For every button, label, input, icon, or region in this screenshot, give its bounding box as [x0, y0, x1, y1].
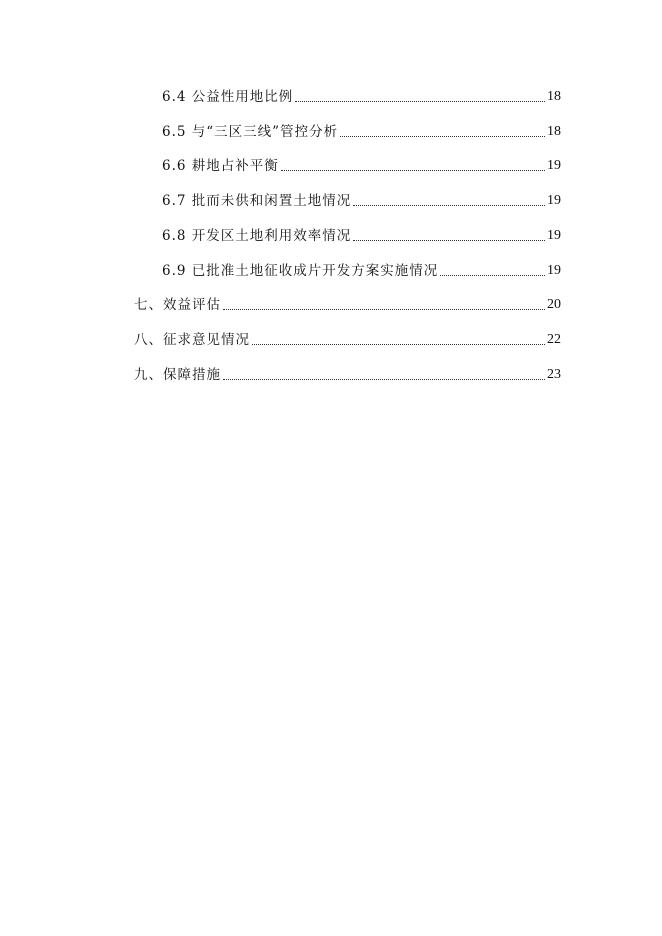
toc-entry-title: 九、保障措施 — [134, 367, 221, 383]
toc-entry-6-6[interactable] — [162, 156, 561, 176]
toc-dot-leader — [223, 309, 545, 310]
toc-page-number: 19 — [547, 263, 561, 278]
toc-entry-7[interactable] — [134, 295, 561, 315]
toc-entry-6-7[interactable] — [162, 191, 561, 211]
toc-dot-leader — [340, 136, 545, 137]
toc-entry-6-4[interactable] — [162, 87, 561, 107]
toc-dot-leader — [353, 240, 545, 241]
toc-entry-6-5[interactable] — [162, 122, 561, 142]
toc-entry-8[interactable] — [134, 330, 561, 350]
toc-entry-title: 八、征求意见情况 — [134, 332, 250, 348]
toc-page-number: 22 — [547, 332, 561, 347]
toc-entry-9[interactable] — [134, 365, 561, 385]
toc-entry-title: 6.4 公益性用地比例 — [162, 89, 294, 105]
toc-page-number: 18 — [547, 124, 561, 139]
toc-dot-leader — [223, 379, 545, 380]
toc-entry-title: 6.6 耕地占补平衡 — [162, 158, 279, 174]
toc-dot-leader — [252, 344, 545, 345]
toc-page-number: 19 — [547, 158, 561, 173]
toc-dot-leader — [440, 275, 545, 276]
toc-page-number: 19 — [547, 193, 561, 208]
toc-page-number: 19 — [547, 228, 561, 243]
toc-entry-title: 6.7 批而未供和闲置土地情况 — [162, 193, 352, 209]
toc-entry-title: 6.9 已批准土地征收成片开发方案实施情况 — [162, 263, 439, 279]
toc-dot-leader — [353, 205, 545, 206]
toc-entry-title: 6.5 与“三区三线”管控分析 — [162, 124, 339, 140]
toc-dot-leader — [281, 170, 545, 171]
toc-entry-6-9[interactable] — [162, 261, 561, 281]
toc-page-number: 18 — [547, 89, 561, 104]
toc-page-number: 23 — [547, 367, 561, 382]
toc-entry-6-8[interactable] — [162, 226, 561, 246]
toc-entry-title: 七、效益评估 — [134, 297, 221, 313]
toc-page-number: 20 — [547, 297, 561, 312]
toc-entry-title: 6.8 开发区土地利用效率情况 — [162, 228, 352, 244]
toc-dot-leader — [295, 101, 545, 102]
